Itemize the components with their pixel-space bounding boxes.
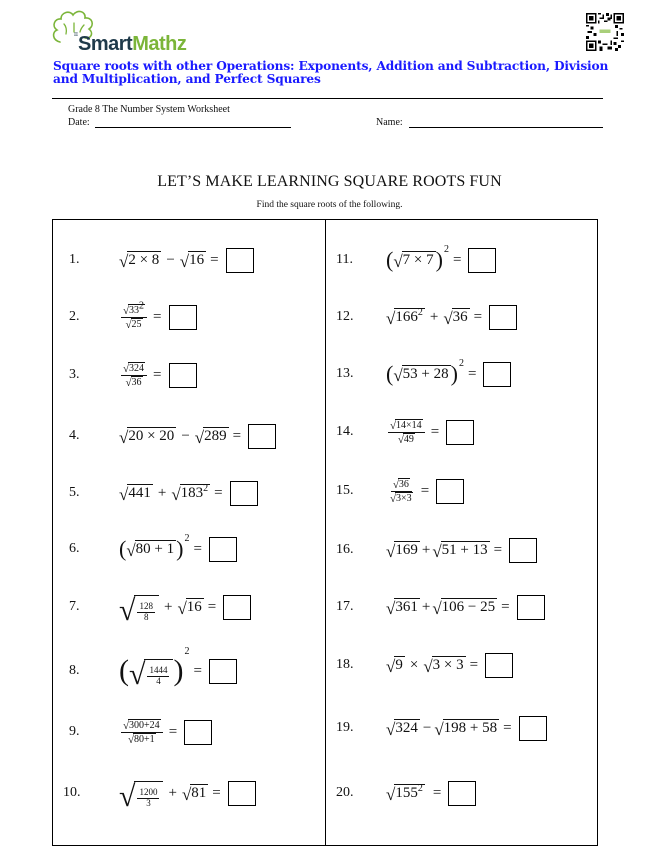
- sqrt-icon: √: [126, 541, 136, 561]
- smartmathz-logo: [50, 8, 187, 56]
- problem-number: 12.: [336, 309, 354, 324]
- sqrt-icon: √: [393, 252, 403, 272]
- name-field[interactable]: [409, 127, 603, 128]
- sqrt-icon: √: [194, 428, 205, 448]
- sqrt-icon: √: [125, 377, 132, 389]
- problem-expression: ( √ 53 + 28 ) 2 =: [386, 362, 511, 387]
- problem-expression: √ $\frac{128}{8}$ + √ 16 =: [119, 592, 251, 622]
- answer-box[interactable]: [483, 362, 511, 387]
- problem-expression: √ 36 √ 3×3 =: [386, 478, 464, 505]
- problem-number: 4.: [69, 428, 80, 443]
- sqrt-icon: √: [177, 599, 187, 619]
- answer-box[interactable]: [446, 420, 474, 445]
- fraction: √ 324 √ 36: [121, 362, 147, 389]
- answer-box[interactable]: [209, 659, 237, 684]
- sqrt-icon: √: [128, 734, 135, 746]
- problem-number: 1.: [69, 252, 80, 267]
- answer-box[interactable]: [226, 248, 254, 273]
- problem-number: 18.: [336, 657, 354, 672]
- column-divider: [325, 220, 326, 845]
- worksheet-title: Square roots with other Operations: Exponents, Addition and Subtraction, Division and Multiplication, and Perfect Squares: [53, 59, 609, 86]
- problem-number: 7.: [69, 599, 80, 614]
- brand-smart: Smart: [78, 33, 133, 55]
- sqrt-icon: √: [432, 542, 442, 562]
- problem-expression: ( √ 7 × 7 ) 2 =: [386, 248, 496, 273]
- answer-box[interactable]: [436, 479, 464, 504]
- radical: √ 16: [179, 251, 205, 272]
- sqrt-icon: √: [386, 657, 396, 677]
- answer-box[interactable]: [169, 363, 197, 388]
- problem-number: 16.: [336, 542, 354, 557]
- date-field[interactable]: [95, 127, 291, 128]
- answer-box[interactable]: [468, 248, 496, 273]
- problem-number: 15.: [336, 483, 354, 498]
- sqrt-icon: √: [443, 309, 453, 329]
- problem-number: 20.: [336, 785, 354, 800]
- radical: √ 2 × 8: [119, 251, 160, 272]
- problem-expression: √ 14×14 √ 49 =: [386, 419, 474, 446]
- sqrt-icon: √: [179, 252, 190, 272]
- answer-box[interactable]: [169, 305, 197, 330]
- sqrt-icon: √: [386, 720, 396, 740]
- sqrt-icon: √: [434, 720, 444, 740]
- sqrt-icon: √: [390, 493, 397, 505]
- problem-number: 2.: [69, 309, 80, 324]
- answer-box[interactable]: [209, 537, 237, 562]
- problem-number: 3.: [69, 367, 80, 382]
- answer-box[interactable]: [230, 481, 258, 506]
- sqrt-icon: √: [129, 658, 146, 691]
- sqrt-icon: √: [119, 594, 136, 627]
- sqrt-icon: √: [393, 366, 403, 386]
- problem-expression: ( √ 80 + 1 ) 2 =: [119, 537, 237, 562]
- fraction: √ 14×14 √ 49: [388, 419, 425, 446]
- sqrt-icon: √: [123, 720, 130, 732]
- problem-expression: √ 2 × 8 − √ 16 =: [119, 248, 254, 273]
- answer-box[interactable]: [448, 781, 476, 806]
- problem-expression: √ 324 √ 36 =: [119, 362, 197, 389]
- answer-box[interactable]: [509, 538, 537, 563]
- sqrt-icon: √: [423, 657, 433, 677]
- instructions: Find the square roots of the following.: [256, 200, 403, 210]
- sqrt-icon: √: [432, 599, 442, 619]
- header-rule: [52, 98, 603, 99]
- grade-label: Grade 8 The Number System Worksheet: [68, 104, 230, 115]
- sqrt-icon: √: [171, 485, 181, 505]
- name-label: Name:: [376, 117, 403, 128]
- sqrt-icon: √: [181, 785, 192, 805]
- sqrt-icon: √: [392, 479, 399, 491]
- problem-number: 8.: [69, 663, 80, 678]
- answer-box[interactable]: [485, 653, 513, 678]
- answer-box[interactable]: [517, 595, 545, 620]
- problem-expression: √ 324 − √ 198 + 58 =: [386, 716, 547, 741]
- problem-expression: √ $\frac{1200}{3}$ + √ 81 =: [119, 778, 256, 808]
- answer-box[interactable]: [248, 424, 276, 449]
- problem-expression: ( √ $\frac{1444}{4}$ ) 2 =: [119, 656, 237, 686]
- sqrt-icon: √: [397, 434, 404, 446]
- answer-box[interactable]: [489, 305, 517, 330]
- fraction: √ $33^2$ √ 25: [121, 304, 147, 331]
- problem-number: 5.: [69, 485, 80, 500]
- problem-number: 17.: [336, 599, 354, 614]
- problem-number: 19.: [336, 720, 354, 735]
- answer-box[interactable]: [228, 781, 256, 806]
- section-heading: LET’S MAKE LEARNING SQUARE ROOTS FUN: [157, 173, 502, 190]
- problem-expression: √ 9 × √ 3 × 3 =: [386, 653, 513, 678]
- problem-expression: √ 441 + √ $183^2$ =: [119, 481, 258, 506]
- problem-number: 14.: [336, 424, 354, 439]
- sqrt-icon: √: [386, 542, 396, 562]
- problem-expression: √ 169 + √ 51 + 13 =: [386, 538, 537, 563]
- problems-table: [52, 219, 598, 846]
- brand-name: [78, 33, 186, 56]
- answer-box[interactable]: [223, 595, 251, 620]
- problem-number: 9.: [69, 724, 80, 739]
- qr-code-icon: [585, 13, 625, 51]
- sqrt-icon: √: [119, 428, 129, 448]
- problem-number: 6.: [69, 541, 80, 556]
- problem-expression: √ 361 + √ 106 − 25 =: [386, 595, 545, 620]
- sqrt-icon: √: [119, 485, 129, 505]
- brand-mathz: Mathz: [132, 33, 187, 55]
- sqrt-icon: √: [119, 780, 136, 813]
- date-label: Date:: [68, 117, 90, 128]
- problem-number: 10.: [63, 785, 81, 800]
- problem-number: 13.: [336, 366, 354, 381]
- sqrt-icon: √: [123, 363, 130, 375]
- fraction: √ 36 √ 3×3: [390, 478, 412, 505]
- sqrt-icon: √: [119, 252, 129, 272]
- sqrt-icon: √: [123, 305, 130, 317]
- sqrt-icon: √: [390, 420, 397, 432]
- fraction: √ 300+24 √ 80+1: [121, 719, 163, 746]
- problem-expression: √ $166^2$ + √ 36 =: [386, 305, 517, 330]
- problem-expression: √ $33^2$ √ 25 =: [119, 304, 197, 331]
- problem-expression: √ $155^2$ =: [386, 781, 476, 806]
- answer-box[interactable]: [519, 716, 547, 741]
- sqrt-icon: √: [386, 785, 396, 805]
- answer-box[interactable]: [184, 720, 212, 745]
- sqrt-icon: √: [386, 309, 396, 329]
- sqrt-icon: √: [386, 599, 396, 619]
- problem-expression: √ 300+24 √ 80+1 =: [119, 719, 212, 746]
- sqrt-icon: √: [125, 319, 132, 331]
- svg-text:π: π: [74, 31, 78, 38]
- problem-number: 11.: [336, 252, 353, 267]
- problem-expression: √ 20 × 20 − √ 289 =: [119, 424, 276, 449]
